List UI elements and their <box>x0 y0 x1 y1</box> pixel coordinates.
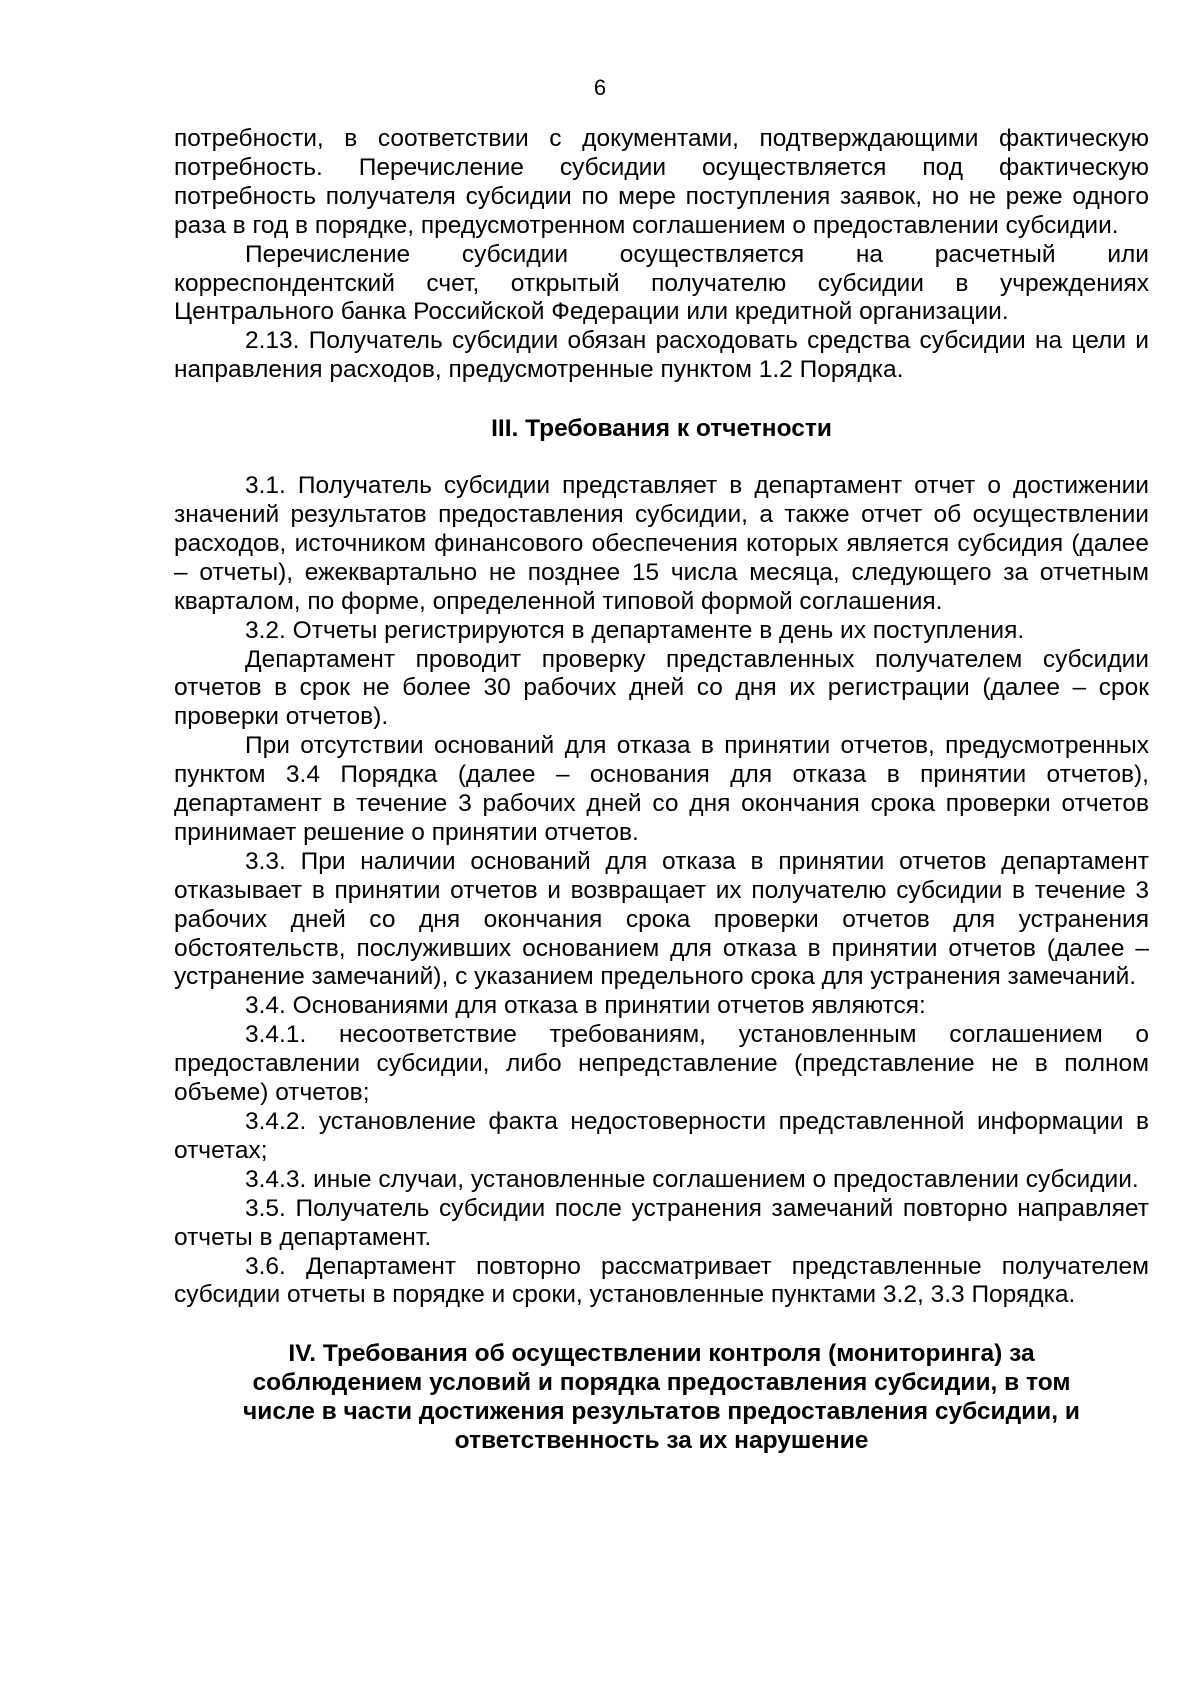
paragraph-3-1: 3.1. Получатель субсидии представляет в департамент отчет о достижении значений результатов предоставления субсидии, а также отчет об осуществлении расходов, источником финансового обеспечения которых является субсидия (далее – отчеты), ежеквартально не позднее 15 числа месяца, следующего за отчетным кварталом, по форме, определенной типовой формой соглашения. <box>174 472 1149 615</box>
paragraph-no-grounds: При отсутствии оснований для отказа в принятии отчетов, предусмотренных пунктом 3.4 Порядка (далее – основания для отказа в принятии отчетов), департамент в течение 3 рабочих дней со дня окончания срока проверки отчетов принимает решение о принятии отчетов. <box>174 732 1149 846</box>
paragraph-3-2: 3.2. Отчеты регистрируются в департаменте в день их поступления. <box>245 616 1025 644</box>
document-body <box>174 125 1149 1456</box>
paragraph-3-4-2: 3.4.2. установление факта недостоверности представленной информации в отчетах; <box>174 1108 1149 1164</box>
section-3-heading: III. Требования к отчетности <box>491 415 832 443</box>
paragraph-continuation: потребности, в соответствии с документами, подтверждающими фактическую потребность. Перечисление субсидии осуществляется под фактическую потребность получателя субсидии по мере поступления заявок, но не реже одного раза в год в порядке, предусмотренном соглашением о предоставлении субсидии. <box>174 125 1149 239</box>
paragraph-transfer-account: Перечисление субсидии осуществляется на расчетный или корреспондентский счет, открытый получателю субсидии в учреждениях Центрального банка Российской Федерации или кредитной организации. <box>174 240 1149 326</box>
paragraph-3-4: 3.4. Основаниями для отказа в принятии отчетов являются: <box>245 992 926 1020</box>
paragraph-3-5: 3.5. Получатель субсидии после устранения замечаний повторно направляет отчеты в департамент. <box>174 1194 1149 1251</box>
page-number: 6 <box>593 75 607 100</box>
paragraph-3-6: 3.6. Департамент повторно рассматривает представленные получателем субсидии отчеты в порядке и сроки, установленные пунктами 3.2, 3.3 Порядка. <box>174 1252 1149 1309</box>
paragraph-2-13: 2.13. Получатель субсидии обязан расходовать средства субсидии на цели и направления расходов, предусмотренные пунктом 1.2 Порядка. <box>174 327 1149 384</box>
section-4-heading: IV. Требования об осуществлении контроля (мониторинга) за соблюдением условий и порядка предоставления субсидии, в том числе в части достижения результатов предоставления субсидии, и ответственность за их нарушение <box>243 1340 1080 1455</box>
paragraph-3-4-3: 3.4.3. иные случаи, установленные соглашением о предоставлении субсидии. <box>245 1165 1139 1193</box>
paragraph-review: Департамент проводит проверку представленных получателем субсидии отчетов в срок не более 30 рабочих дней со дня их регистрации (далее – срок проверки отчетов). <box>174 645 1149 731</box>
paragraph-3-4-1: 3.4.1. несоответствие требованиям, установленным соглашением о предоставлении субсидии, либо непредставление (представление не в полном объеме) отчетов; <box>174 1021 1149 1107</box>
paragraph-3-3: 3.3. При наличии оснований для отказа в принятии отчетов департамент отказывает в принятии отчетов и возвращает их получателю субсидии в течение 3 рабочих дней со дня окончания срока проверки отчетов для устранения обстоятельств, послуживших основанием для отказа в принятии отчетов (далее – устранение замечаний), с указанием предельного срока для устранения замечаний. <box>174 847 1149 991</box>
